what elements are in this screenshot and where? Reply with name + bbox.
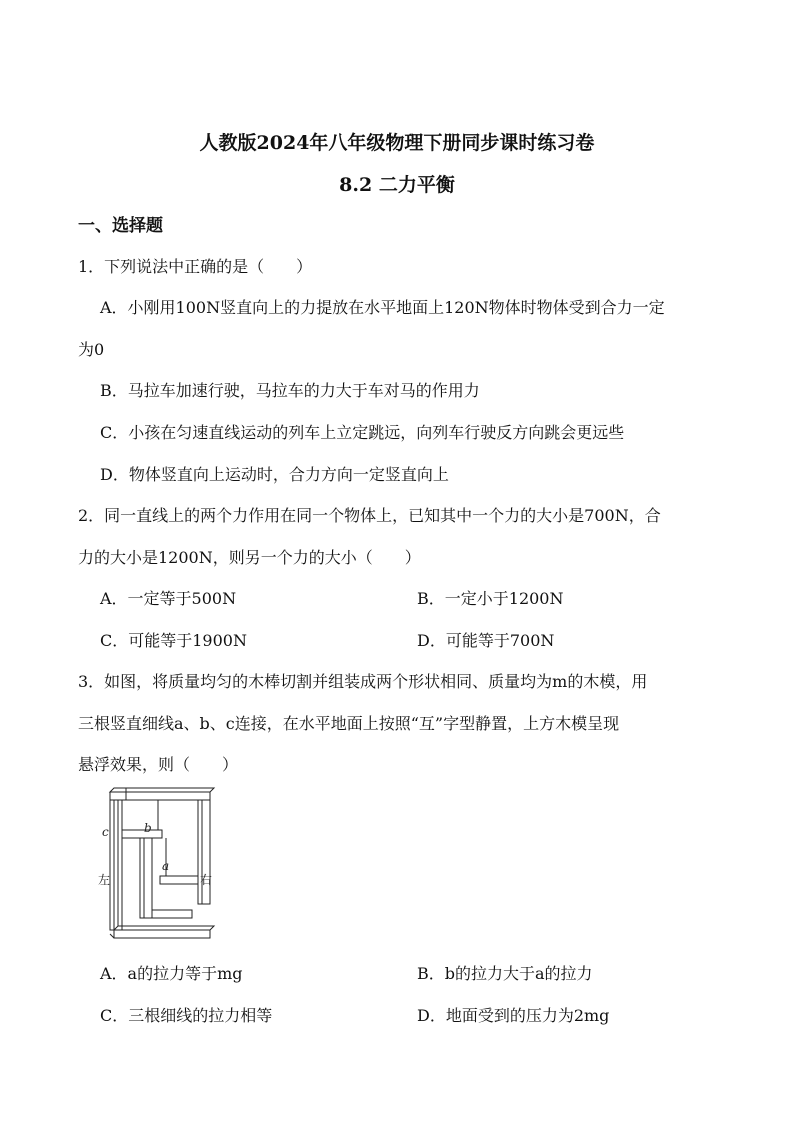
thread-c-label: c xyxy=(102,825,109,839)
q1-option-a-line2: 为0 xyxy=(78,340,105,359)
section-heading: 一、选择题 xyxy=(78,216,163,236)
q3-stem-line1: 3．如图，将质量均匀的木棒切割并组装成两个形状相同、质量均为m的木模，用 xyxy=(78,672,648,691)
q3-stem-line2: 三根竖直细线a、b、c连接，在水平地面上按照“互”字型静置，上方木模呈现 xyxy=(78,714,620,733)
thread-b-label: b xyxy=(144,821,152,835)
left-label: 左 xyxy=(98,873,111,887)
q2-option-a: A．一定等于500N xyxy=(100,589,237,608)
q2-option-c: C．可能等于1900N xyxy=(100,631,247,650)
q2-stem-line2: 力的大小是1200N，则另一个力的大小（ ） xyxy=(78,548,421,567)
q1-option-d: D．物体竖直向上运动时，合力方向一定竖直向上 xyxy=(100,465,449,484)
q1-option-c: C．小孩在匀速直线运动的列车上立定跳远，向列车行驶反方向跳会更远些 xyxy=(100,423,625,442)
q2-option-d: D．可能等于700N xyxy=(417,631,555,650)
q2-option-b: B．一定小于1200N xyxy=(417,589,564,608)
q3-option-c: C．三根细线的拉力相等 xyxy=(100,1006,273,1025)
q3-option-b: B．b的拉力大于a的拉力 xyxy=(417,964,593,983)
q3-stem-line3: 悬浮效果，则（ ） xyxy=(78,755,239,774)
q3-wooden-model-figure xyxy=(100,786,220,942)
right-label: 右 xyxy=(200,873,213,887)
q1-option-b: B．马拉车加速行驶，马拉车的力大于车对马的作用力 xyxy=(100,381,480,400)
q2-stem-line1: 2．同一直线上的两个力作用在同一个物体上，已知其中一个力的大小是700N，合 xyxy=(78,506,661,525)
q3-option-a: A．a的拉力等于mg xyxy=(100,964,243,983)
q1-stem: 1．下列说法中正确的是（ ） xyxy=(78,257,313,276)
thread-a-label: a xyxy=(162,859,170,873)
q3-option-d: D．地面受到的压力为2mg xyxy=(417,1006,610,1025)
page-title: 人教版2024年八年级物理下册同步课时练习卷 xyxy=(199,132,595,154)
q1-option-a-line1: A．小刚用100N竖直向上的力提放在水平地面上120N物体时物体受到合力一定 xyxy=(100,298,665,317)
page-subtitle: 8.2 二力平衡 xyxy=(339,174,455,196)
